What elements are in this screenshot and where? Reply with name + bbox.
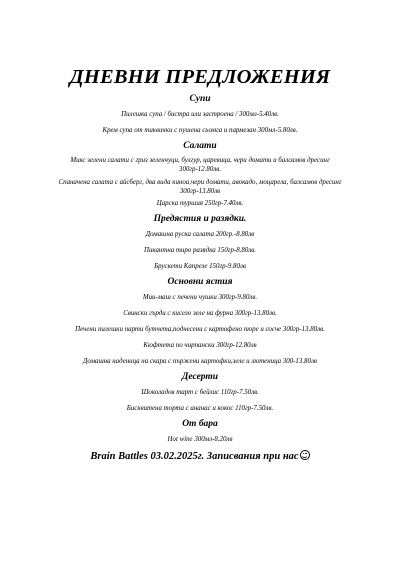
- event-announcement-text: Brain Battles 03.02.2025г. Записвания при нас: [90, 451, 299, 462]
- section-heading-starters: Предястия и разядки.: [153, 214, 247, 224]
- menu-item: Домашна руска салата 200гр.-8.80лв: [145, 231, 255, 238]
- menu-item: Свински гърди с кисело зеле на фурна 300гр-13.80лв.: [123, 310, 277, 317]
- section-heading-bar: От бара: [182, 419, 218, 429]
- menu-item: Бисквитена торта с ананас и кокос 110гр-7.50лв.: [126, 405, 274, 412]
- section-heading-soups: Супи: [189, 94, 211, 104]
- menu-item: Крем супа от тиквички с пушена сьомга и пармезан 300мл-5.80лв.: [102, 127, 298, 134]
- section-heading-mains: Основни ястия: [167, 277, 233, 287]
- menu-item: Пикантна тиро разядка 150гр-8.80лв.: [144, 247, 256, 254]
- menu-item: Печени пилешки парти бутчета,поднесени с картофено пюре и сосче 300гр-13.80лв.: [75, 326, 325, 333]
- menu-item: Мии-маш с печени чушки 300гр-9.80лв.: [142, 294, 258, 301]
- section-heading-desserts: Десерти: [181, 372, 219, 382]
- menu-item: Спаначена салата с айсберг, два вида киноа,чери домати, авокадо, моцарела, балсамов дресинг 300гр-13.80лв: [58, 179, 342, 195]
- menu-item: Брускети Капрезе 150гр-9.80лв: [154, 263, 246, 270]
- smiley-icon: [300, 450, 310, 460]
- section-heading-salads: Салати: [183, 141, 217, 151]
- menu-item: Кюфтета по чирпански 300гр-12.80лв: [143, 342, 257, 349]
- menu-item: Микс зелени салати с гриз зеленчуци, булгур, царевица, чери домати и балсамов дресинг 300гр-12.80лв.: [70, 157, 330, 173]
- menu-item: Шоколадов тарт с бейлис 110гр-7.50лв.: [141, 389, 259, 396]
- menu-item: Hot wine 300мл-8.20лв: [167, 436, 233, 443]
- menu-item: Царска туршия 250гр-7.40лв.: [156, 200, 244, 207]
- page-title: ДНЕВНИ ПРЕДЛОЖЕНИЯ: [69, 66, 331, 88]
- event-announcement: [0, 450, 400, 463]
- menu-item: Домашна наденица на скара с пържени картофки,зеле и лютеница 300-13.80лв: [83, 358, 317, 365]
- menu-item: Пилешка супа / бистра или застроена / 300мл-5.40лв.: [121, 111, 279, 118]
